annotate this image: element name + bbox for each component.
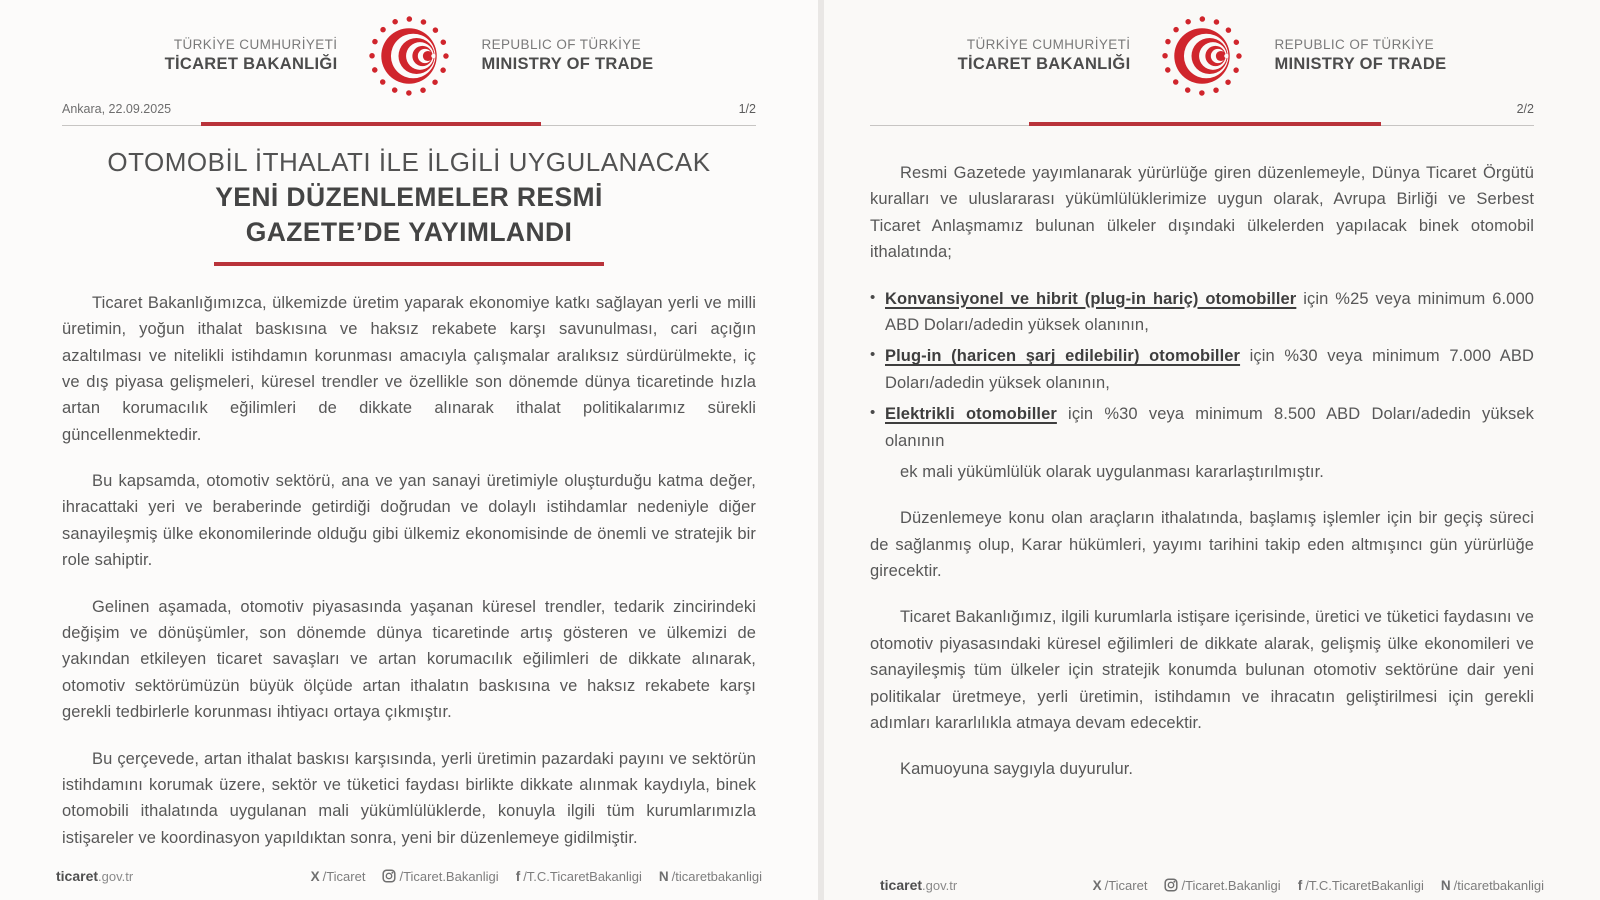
social-x <box>1093 878 1148 893</box>
header-rule-accent <box>1029 122 1381 126</box>
tariff-bullet <box>870 401 1534 454</box>
header-en-line2: MINISTRY OF TRADE <box>1274 55 1447 74</box>
meta-row <box>62 102 756 116</box>
header-rule-accent <box>201 122 541 126</box>
instagram-icon <box>1164 878 1178 892</box>
social-instagram-handle: /Ticaret.Bakanligi <box>399 868 499 884</box>
page-2 <box>824 0 1600 900</box>
ministry-of-trade-logo-icon <box>1160 14 1244 98</box>
header-en-line1: REPUBLIC OF TÜRKİYE <box>481 37 642 53</box>
bullet-lead: Elektrikli otomobiller <box>885 405 1057 424</box>
social-x-handle: /Ticaret <box>322 868 366 884</box>
social-links <box>311 869 762 884</box>
header-rule <box>870 120 1534 126</box>
social-nsosyal-handle: /ticaretbakanligi <box>1453 877 1544 893</box>
x-icon: X <box>1092 877 1102 893</box>
ministry-of-trade-logo-icon <box>367 14 451 98</box>
nsosyal-icon: N <box>1440 877 1451 893</box>
header-en-line2: MINISTRY OF TRADE <box>481 55 654 74</box>
page-footer <box>880 877 1544 893</box>
header-title-english <box>1274 37 1446 75</box>
facebook-icon: f <box>515 868 521 884</box>
social-links <box>1093 878 1544 893</box>
website-url-rest: .gov.tr <box>922 878 958 893</box>
header-tr-line2: TİCARET BAKANLIĞI <box>957 55 1131 74</box>
bullet-marker: • <box>870 404 876 422</box>
body-paragraphs <box>62 290 756 851</box>
title-line1: OTOMOBİL İTHALATI İLE İLGİLİ UYGULANACAK <box>107 147 711 177</box>
page-footer <box>56 868 762 884</box>
social-x <box>311 869 366 884</box>
bullet-marker: • <box>870 288 876 306</box>
social-instagram <box>1164 878 1280 893</box>
website-url-bold: ticaret <box>880 877 923 893</box>
paragraph: Bu çerçevede, artan ithalat baskısı karşısında, yerli üretimin pazardaki payını ve sektörün istihdamını korumak üzere, sektör ve tüketici faydası birlikte dikkate alınmak kaydıyla, binek otomobili ithalatında uygulanan mali yükümlülüklerde, konuyla ilgili tüm kurumlarımızla istişareler ve koordinasyon yapıldıktan sonra, yeni bir düzenlemeye gidilmiştir. <box>62 749 756 847</box>
paragraph: Gelinen aşamada, otomotiv piyasasında yaşanan küresel trendler, tedarik zincirindeki değişim ve dönüşümler, son dönemde dünya ticaretinde artış gösteren ve ülkemizi de yakından etkileyen ticaret savaşları ve artan korumacılık eğilimleri de dikkate alınarak, otomotiv sektörümüzün büyük ölçüde artan ithalatın baskısına ve haksız rekabete karşı gerekli tedbirlerle korunması ihtiyacı ortaya çıkmıştır. <box>62 597 756 722</box>
tariff-bullet <box>870 286 1534 339</box>
after-bullets-paragraph: ek mali yükümlülük olarak uygulanması kararlaştırılmıştır. <box>900 462 1324 481</box>
social-instagram-handle: /Ticaret.Bakanligi <box>1181 877 1281 893</box>
title-underline <box>214 262 604 266</box>
ministry-header <box>62 0 756 98</box>
social-facebook-handle: /T.C.TicaretBakanligi <box>1305 877 1424 893</box>
facebook-icon: f <box>1297 877 1303 893</box>
bullet-lead: Plug-in (haricen şarj edilebilir) otomobiller <box>885 347 1241 366</box>
header-title-english <box>481 37 653 75</box>
tariff-bullet <box>870 343 1534 396</box>
social-facebook-handle: /T.C.TicaretBakanligi <box>523 868 642 884</box>
intro-paragraph: Resmi Gazetede yayımlanarak yürürlüğe giren düzenlemeyle, Dünya Ticaret Örgütü kuralları ve uluslararası yükümlülüklerimize uygun olarak, Avrupa Birliği ve Serbest Ticaret Anlaşmamız bulunan ülkeler dışındaki ülkelerden yapılacak binek otomobil ithalatında; <box>870 164 1534 262</box>
instagram-icon <box>382 869 396 883</box>
nsosyal-icon: N <box>658 868 669 884</box>
social-nsosyal-handle: /ticaretbakanligi <box>671 868 762 884</box>
social-instagram <box>382 869 498 884</box>
meta-row <box>870 102 1534 116</box>
header-en-line1: REPUBLIC OF TÜRKİYE <box>1274 37 1435 53</box>
paragraph: Bu kapsamda, otomotiv sektörü, ana ve yan sanayi üretimiyle oluşturduğu katma değer, ihracattaki yeri ve beraberinde getirdiği doğrudan ve dolaylı istihdamlar nedeniyle diğer sanayileşmiş ülke ekonomilerinde olduğu gibi ülkemiz ekonomisinde de önemli ve stratejik bir role sahiptir. <box>62 472 756 570</box>
bullet-lead: Konvansiyonel ve hibrit (plug-in hariç) otomobiller <box>885 289 1297 308</box>
title-line3: GAZETE’DE YAYIMLANDI <box>245 216 573 247</box>
page-number: 1/2 <box>738 102 756 116</box>
website-url-rest: .gov.tr <box>98 869 134 884</box>
bullet-marker: • <box>870 346 876 364</box>
paragraph: Düzenlemeye konu olan araçların ithalatında, başlamış işlemler için bir geçiş süreci de sağlanmış olup, Karar hükümleri, yayımı tarihini takip eden altmışıncı gün yürürlüğe girecektir. <box>870 509 1534 581</box>
website-url <box>56 868 133 884</box>
social-facebook <box>1298 878 1424 893</box>
title-line2: YENİ DÜZENLEMELER RESMİ <box>215 181 603 212</box>
body-paragraphs <box>870 505 1534 736</box>
bullet-rest: için %30 veya minimum 7.000 ABD Doları/adedin yüksek olanının, <box>885 347 1534 392</box>
dateline: Ankara, 22.09.2025 <box>62 102 172 116</box>
paragraph: Ticaret Bakanlığımız, ilgili kurumlarla istişare içerisinde, üretici ve tüketici faydasını ve otomotiv piyasasındaki küresel eğilimleri de dikkate alarak, gelişmiş ülke ekonomileri ve sanayileşmiş tüm ülkeler için stratejik konumda bulunan otomotiv sektörüne dair yeni politikalar üretmeye, yerli üretimin, istihdamın ve ihracatın geliştirilmesi için gerekli adımları kararlılıkla atmaya devam edecektir. <box>870 608 1534 733</box>
header-tr-line2: TİCARET BAKANLIĞI <box>164 55 338 74</box>
closing-paragraph: Kamuoyuna saygıyla duyurulur. <box>900 760 1134 779</box>
header-title-turkish <box>165 37 338 75</box>
website-url <box>880 877 957 893</box>
x-icon: X <box>310 868 320 884</box>
bullet-text <box>885 343 1534 396</box>
social-facebook <box>516 869 642 884</box>
tariff-bullet-list <box>870 286 1534 454</box>
website-url-bold: ticaret <box>56 868 99 884</box>
bullet-text <box>885 286 1534 339</box>
header-title-turkish <box>958 37 1131 75</box>
social-nsosyal <box>1441 878 1544 893</box>
social-nsosyal <box>659 869 762 884</box>
ministry-header <box>870 0 1534 98</box>
paragraph: Ticaret Bakanlığımızca, ülkemizde üretim yaparak ekonomiye katkı sağlayan yerli ve milli üretimin, yoğun ithalat baskısına ve haksız rekabete karşı savunulması, cari açığın azaltılması ve nitelikli istihdamın korunması amacıyla çalışmalar aralıksız sürdürülmekte, iç ve dış piyasa gelişmeleri, küresel trendler ve özellikle son dönemde dünya ticaretinde hızla artan korumacılık eğilimleri de dikkate alınarak ithalat politikalarımız sürekli güncellenmektedir. <box>62 293 756 444</box>
header-tr-line1: TÜRKİYE CUMHURİYETİ <box>966 37 1131 53</box>
page-number: 2/2 <box>1516 102 1534 116</box>
bullet-rest: için %30 veya minimum 8.500 ABD Doları/adedin yüksek olanının <box>885 405 1535 450</box>
header-tr-line1: TÜRKİYE CUMHURİYETİ <box>173 37 338 53</box>
bullet-rest: için %25 veya minimum 6.000 ABD Doları/adedin yüksek olanının, <box>885 289 1534 334</box>
header-rule <box>62 120 756 126</box>
page-title <box>62 146 756 266</box>
social-x-handle: /Ticaret <box>1104 877 1148 893</box>
bullet-text <box>885 401 1534 454</box>
